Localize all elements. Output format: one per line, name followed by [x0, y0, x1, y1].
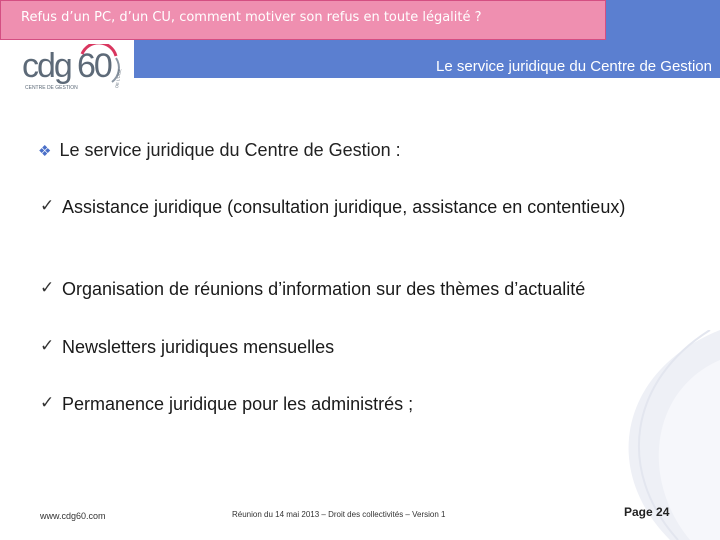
- list-item-text: Permanence juridique pour les administrés ;: [62, 394, 414, 414]
- section-heading: [38, 140, 401, 161]
- service-label: Le service juridique du Centre de Gestion: [436, 58, 712, 75]
- list-item: [40, 278, 672, 301]
- checkmark-icon: ✓: [40, 336, 55, 355]
- checkmark-icon: ✓: [40, 196, 55, 215]
- logo-wordmark: cdg: [22, 47, 71, 85]
- page-number: Page 24: [624, 505, 670, 519]
- logo-subtitle-right: DE L'OISE: [114, 68, 123, 89]
- list-item-text: Newsletters juridiques mensuelles: [62, 337, 335, 357]
- checkmark-icon: ✓: [40, 393, 55, 412]
- section-heading-text: Le service juridique du Centre de Gestion :: [59, 140, 401, 160]
- service-bar: [134, 40, 720, 78]
- list-item-text: Organisation de réunions d’information sur des thèmes d’actualité: [62, 279, 586, 299]
- list-item-text: Assistance juridique (consultation juridique, assistance en contentieux): [62, 197, 626, 217]
- list-item: [40, 196, 672, 219]
- footer-url[interactable]: www.cdg60.com: [40, 511, 106, 521]
- footer-meeting-info: Réunion du 14 mai 2013 – Droit des collectivités – Version 1: [232, 510, 446, 519]
- presentation-title: Refus d’un PC, d’un CU, comment motiver son refus en toute légalité ?: [0, 0, 606, 40]
- svg-text:60: 60: [77, 47, 111, 85]
- logo-subtitle-left: CENTRE DE GESTION: [25, 85, 78, 91]
- diamond-bullet-icon: ❖: [38, 142, 52, 160]
- cdg60-logo: [22, 44, 132, 96]
- list-item: [40, 336, 672, 359]
- list-item: [40, 393, 672, 416]
- checkmark-icon: ✓: [40, 278, 55, 297]
